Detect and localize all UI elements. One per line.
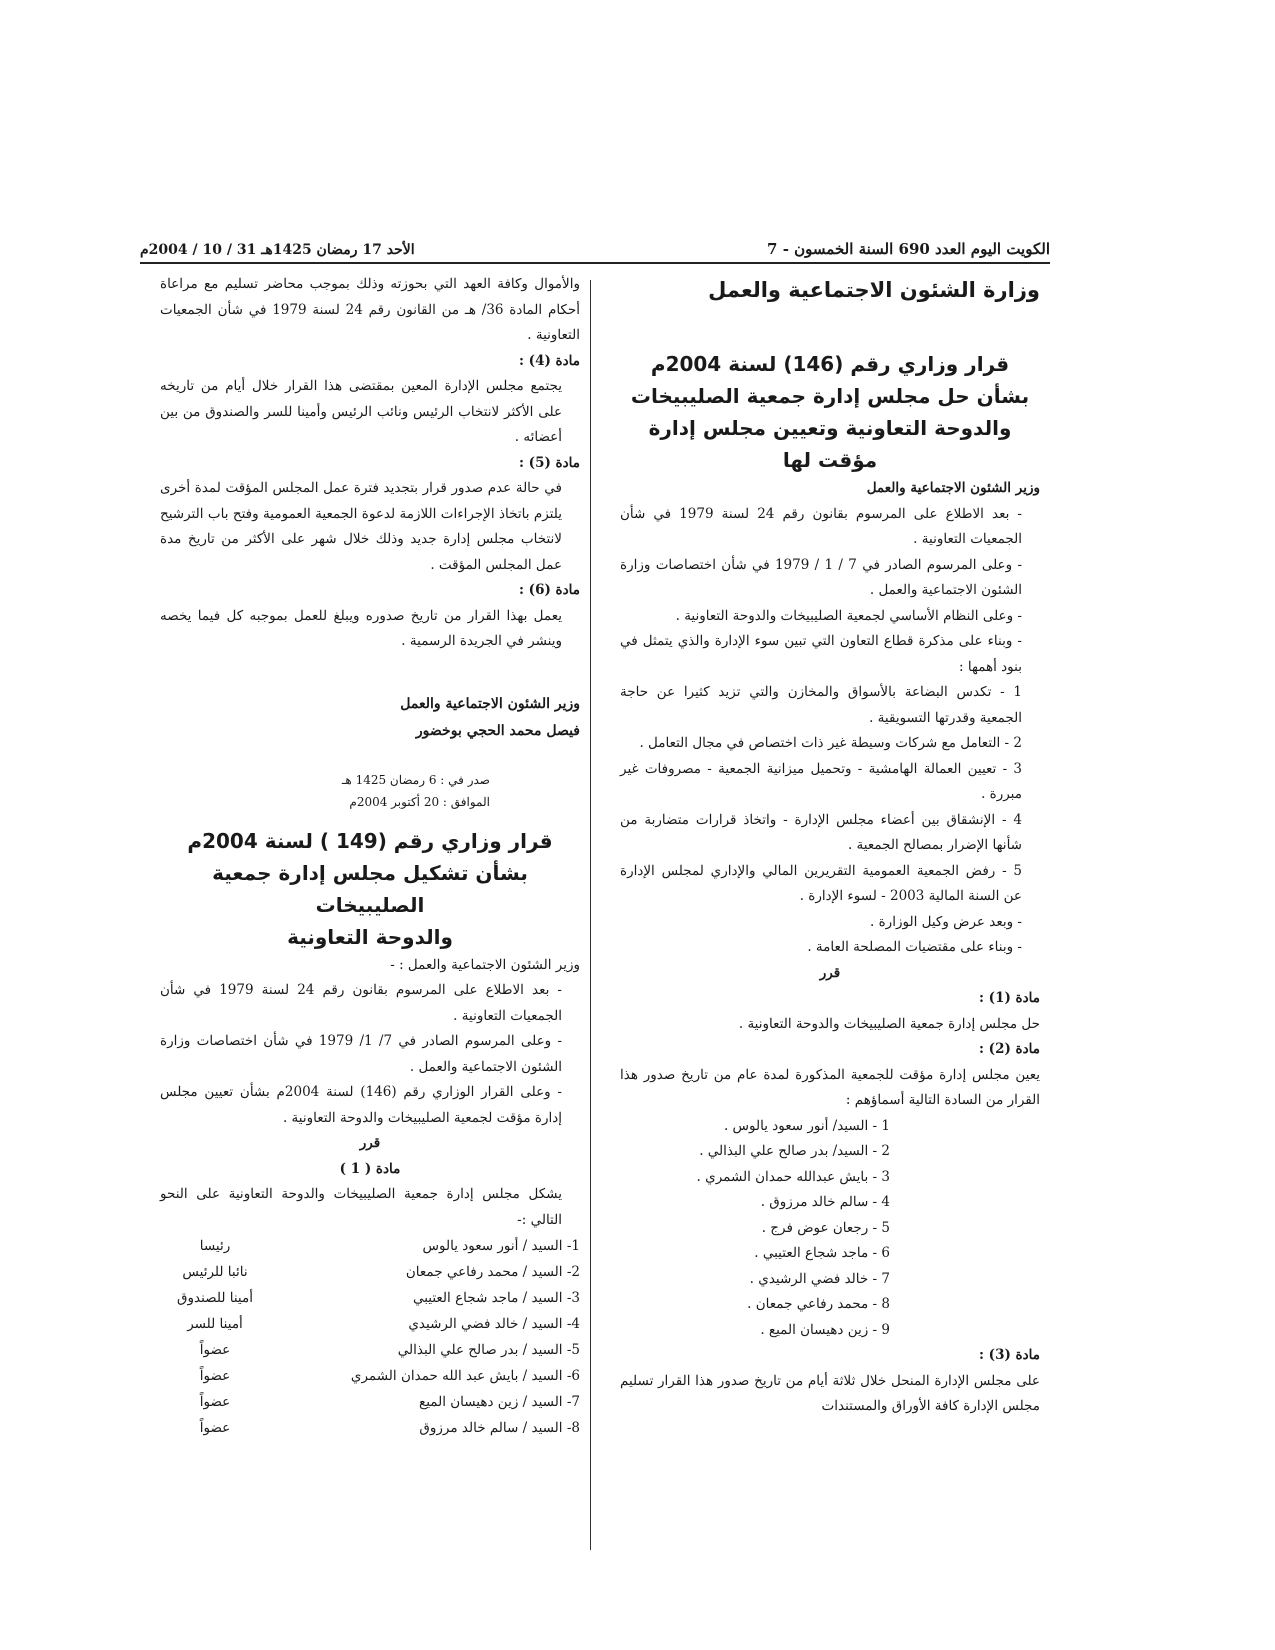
right-column bbox=[620, 272, 1040, 1420]
ministry-heading: وزارة الشئون الاجتماعية والعمل bbox=[708, 278, 1040, 302]
decree-149-title-line: قرار وزاري رقم (149 ) لسنة 2004م bbox=[187, 828, 553, 853]
article-3-text: على مجلس الإدارة المنحل خلال ثلاثة أيام من تاريخ صدور هذا القرار تسليم مجلس الإدارة كافة الأوراق والمستندات bbox=[620, 1372, 1040, 1414]
interim-board-members-list bbox=[620, 1114, 1040, 1344]
decree-149-title-line: بشأن تشكيل مجلس إدارة جمعية الصليبيخات bbox=[212, 860, 528, 917]
preamble-paragraph: - وبناء على مقتضيات المصلحة العامة . bbox=[807, 939, 1022, 955]
list-item: 7 - خالد فضي الرشيدي . bbox=[749, 1270, 890, 1287]
member-name: 1- السيد / أنور سعود يالوس bbox=[422, 1238, 580, 1254]
article-3-heading: مادة (3) : bbox=[978, 1347, 1040, 1363]
list-item: 8 - محمد رفاعي جمعان . bbox=[747, 1296, 890, 1312]
preamble-paragraph: 4 - الإنشقاق بين أعضاء مجلس الإدارة - واتخاذ قرارات متضاربة من شأنها الإضرار بمصالح الجمعية . bbox=[620, 811, 1022, 853]
article-4-text: يجتمع مجلس الإدارة المعين بمقتضى هذا القرار خلال أيام من تاريخه على الأكثر لانتخاب الرئيس ونائب الرئيس وأمينا للسر والصندوق من بين أعضائه . bbox=[160, 378, 562, 445]
table-row bbox=[160, 1233, 580, 1259]
page-header bbox=[140, 232, 1050, 264]
preamble-paragraph: 5 - رفض الجمعية العمومية التقريرين المالي والإداري لمجلس الإدارة عن السنة المالية 2003 - لسوء الإدارة . bbox=[620, 862, 1022, 904]
preamble-paragraph: - وعلى المرسوم الصادر في 7 / 1 / 1979 في شأن اختصاصات وزارة الشئون الاجتماعية والعمل . bbox=[620, 556, 1023, 598]
list-item: 1 - السيد/ أنور سعود يالوس . bbox=[723, 1117, 890, 1134]
decided-heading: قرر bbox=[819, 964, 841, 981]
table-row bbox=[160, 1389, 580, 1415]
list-item: 4 - سالم خالد مرزوق . bbox=[760, 1194, 890, 1210]
table-row bbox=[160, 1415, 580, 1441]
member-name: 8- السيد / سالم خالد مرزوق bbox=[419, 1420, 580, 1436]
signature-name: فيصل محمد الحجي بوخضور bbox=[415, 722, 580, 739]
left-column bbox=[160, 272, 580, 1441]
member-role: عضواً bbox=[199, 1342, 231, 1358]
member-name: 6- السيد / بايش عبد الله حمدان الشمري bbox=[350, 1368, 580, 1384]
corresponding-date: الموافق : 20 أكتوبر 2004م bbox=[349, 794, 490, 809]
article-1-heading: مادة (1) : bbox=[978, 990, 1040, 1006]
member-name: 4- السيد / خالد فضي الرشيدي bbox=[408, 1316, 580, 1332]
decided-heading: قرر bbox=[359, 1135, 381, 1151]
member-name: 7- السيد / زين دهيسان الميع bbox=[419, 1394, 580, 1410]
header-issue-info: الكويت اليوم العدد 690 السنة الخمسون - 7 bbox=[767, 240, 1050, 258]
list-item: 2 - السيد/ بدر صالح علي البذالي . bbox=[699, 1143, 890, 1159]
preamble-paragraph: - بعد الاطلاع على المرسوم بقانون رقم 24 لسنة 1979 في شأن الجمعيات التعاونية . bbox=[160, 982, 562, 1024]
table-row bbox=[160, 1259, 580, 1285]
member-role: نائبا للرئيس bbox=[182, 1264, 248, 1280]
minister-line: وزير الشئون الاجتماعية والعمل bbox=[866, 480, 1040, 496]
decree-149-title-line: والدوحة التعاونية bbox=[287, 924, 453, 949]
article-1-text: حل مجلس إدارة جمعية الصليبيخات والدوحة التعاونية . bbox=[738, 1015, 1040, 1032]
list-item: 6 - ماجد شجاع العتيبي . bbox=[754, 1245, 890, 1261]
list-item: 5 - رجعان عوض فرج . bbox=[761, 1219, 890, 1236]
member-role: أمينا للسر bbox=[187, 1316, 243, 1332]
member-role: عضواً bbox=[199, 1368, 231, 1384]
table-row bbox=[160, 1363, 580, 1389]
preamble-paragraph: - وعلى المرسوم الصادر في 7/ 1/ 1979 في شأن اختصاصات وزارة الشئون الاجتماعية والعمل . bbox=[160, 1033, 563, 1075]
article-6-heading: مادة (6) : bbox=[518, 582, 580, 598]
preamble-paragraph: - وبعد عرض وكيل الوزارة . bbox=[870, 913, 1022, 930]
member-role: عضواً bbox=[199, 1394, 231, 1410]
member-name: 5- السيد / بدر صالح علي البذالي bbox=[397, 1342, 580, 1358]
member-role: رئيسا bbox=[199, 1238, 231, 1254]
preamble-paragraph: 3 - تعيين العمالة الهامشية - وتحميل ميزانية الجمعية - مصروفات غير مبررة . bbox=[620, 760, 1022, 802]
article-5-text: في حالة عدم صدور قرار بتجديد فترة عمل المجلس المؤقت لمدة أخرى يلتزم باتخاذ الإجراءات اللازمة لدعوة الجمعية العمومية وفتح باب الترشيح لانتخاب مجلس إدارة جديد وذلك خلال شهر على الأكثر من تاريخ مدة عمل المجلس المؤقت . bbox=[160, 480, 562, 573]
preamble-paragraph: 2 - التعامل مع شركات وسيطة غير ذات اختصاص في مجال التعامل . bbox=[639, 735, 1022, 751]
article-4-heading: مادة (4) : bbox=[518, 352, 580, 369]
issued-date: صدر في : 6 رمضان 1425 هـ bbox=[341, 772, 490, 787]
article-6-text: يعمل بهذا القرار من تاريخ صدوره ويبلغ للعمل بموجبه كل فيما يخصه وينشر في الجريدة الرسمية . bbox=[160, 607, 562, 649]
decree-146-title-line: قرار وزاري رقم (146) لسنة 2004م bbox=[650, 352, 1010, 376]
table-row bbox=[160, 1311, 580, 1337]
member-name: 2- السيد / محمد رفاعي جمعان bbox=[405, 1264, 580, 1280]
decree-146-title-line: بشأن حل مجلس إدارة جمعية الصليبيخات bbox=[630, 384, 1030, 408]
preamble-paragraph: - وبناء على مذكرة قطاع التعاون التي تبين سوء الإدارة والذي يتمثل في بنود أهمها : bbox=[620, 633, 1022, 675]
list-item: 3 - بايش عبدالله حمدان الشمري . bbox=[696, 1168, 890, 1185]
minister-line: وزير الشئون الاجتماعية والعمل : - bbox=[390, 956, 580, 973]
preamble-paragraph: - وعلى النظام الأساسي لجمعية الصليبيخات والدوحة التعاونية . bbox=[675, 607, 1022, 624]
preamble-paragraph: - بعد الاطلاع على المرسوم بقانون رقم 24 لسنة 1979 في شأن الجمعيات التعاونية . bbox=[620, 505, 1022, 547]
article-5-heading: مادة (5) : bbox=[518, 454, 580, 471]
header-date: الأحد 17 رمضان 1425هـ 31 / 10 / 2004م bbox=[140, 242, 415, 258]
article-1-heading: مادة ( 1 ) bbox=[339, 1160, 401, 1177]
signature-title: وزير الشئون الاجتماعية والعمل bbox=[400, 695, 580, 712]
list-item: 9 - زين دهيسان الميع . bbox=[760, 1321, 890, 1338]
member-role: عضواً bbox=[199, 1420, 231, 1436]
preamble-paragraph: - وعلى القرار الوزاري رقم (146) لسنة 2004م بشأن تعيين مجلس إدارة مؤقت لجمعية الصليبيخات والدوحة التعاونية . bbox=[160, 1084, 562, 1126]
column-divider bbox=[590, 280, 591, 1550]
article-2-heading: مادة (2) : bbox=[978, 1041, 1040, 1057]
decree-146-title-line: والدوحة التعاونية وتعيين مجلس إدارة مؤقت لها bbox=[648, 416, 1012, 472]
article-3-continuation: والأموال وكافة العهد التي بحوزته وذلك بموجب محاضر تسليم مع مراعاة أحكام المادة 36/ هـ من القانون رقم 24 لسنة 1979 في شأن الجمعيات التعاونية . bbox=[160, 276, 580, 343]
table-row bbox=[160, 1337, 580, 1363]
preamble-paragraph: 1 - تكدس البضاعة بالأسواق والمخازن والتي تزيد كثيرا عن حاجة الجمعية وقدرتها التسويقية . bbox=[620, 684, 1022, 726]
article-2-text: يعين مجلس إدارة مؤقت للجمعية المذكورة لمدة عام من تاريخ صدور هذا القرار من السادة التالية أسماؤهم : bbox=[620, 1066, 1040, 1108]
article-1-text: يشكل مجلس إدارة جمعية الصليبيخات والدوحة التعاونية على النحو التالي :- bbox=[160, 1186, 562, 1228]
table-row bbox=[160, 1285, 580, 1311]
board-members-table bbox=[160, 1233, 580, 1441]
member-name: 3- السيد / ماجد شجاع العتيبي bbox=[412, 1290, 580, 1306]
member-role: أمينا للصندوق bbox=[177, 1290, 253, 1306]
